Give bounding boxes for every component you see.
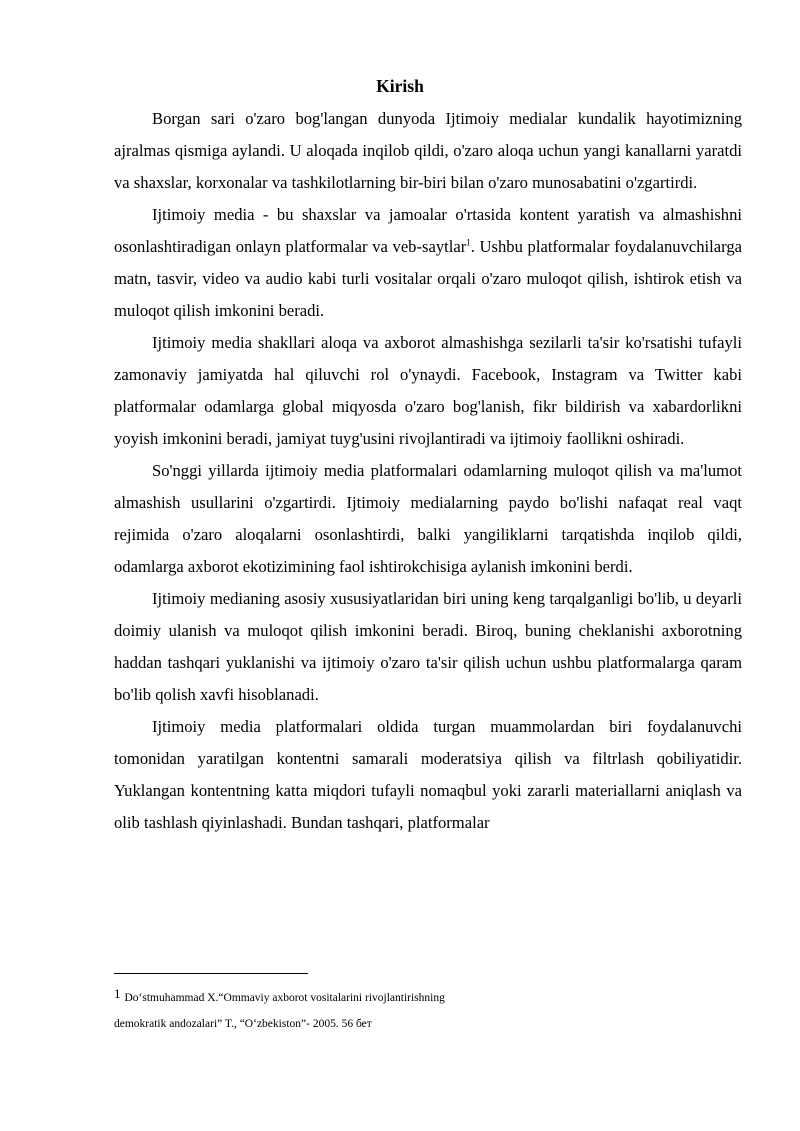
paragraph-text: So'nggi yillarda ijtimoiy media platformalari odamlarning muloqot qilish va ma'lumot almashish usullarini o'zgartirdi. Ijtimoiy medialarning paydo bo'lishi nafaqat real vaqt rejimida o'zaro aloqalarni osonlashtirdi, balki yangiliklarni tarqatishda inqilob qildi, odamlarga axborot ekotizimining faol ishtirokchisiga aylanish imkonini berdi. [114, 461, 742, 576]
paragraph-5 [114, 583, 742, 711]
paragraph-text: Ijtimoiy medianing asosiy xususiyatlaridan biri uning keng tarqalganligi bo'lib, u deyarli doimiy ulanish va muloqot qilish imkonini beradi. Biroq, buning cheklanishi axborotning haddan tashqari yuklanishi va ijtimoiy o'zaro ta'sir qilish uchun ushbu platformalarga qaram bo'lib qolish xavfi hisoblanadi. [114, 589, 742, 704]
paragraph-3 [114, 327, 742, 455]
footnote-mark: 1 [114, 986, 121, 1001]
paragraph-2 [114, 199, 742, 327]
paragraph-text: Ijtimoiy media platformalari oldida turgan muammolardan biri foydalanuvchi tomonidan yaratilgan kontentni samarali moderatsiya qilish va filtrlash qobiliyatidir. Yuklangan kontentning katta miqdori tufayli nomaqbul yoki zararli materiallarni aniqlash va olib tashlash qiyinlashadi. Bundan tashqari, platformalar [114, 717, 742, 832]
paragraph-text: Ijtimoiy media - bu shaxslar va jamoalar o'rtasida kontent yaratish va almashishni osonlashtiradigan onlayn platformalar va veb-saytlar [114, 205, 742, 256]
paragraph-1 [114, 103, 742, 199]
paragraph-6 [114, 711, 742, 839]
document-body [114, 103, 742, 839]
footnote-reference[interactable]: 1 [466, 237, 471, 248]
paragraph-text-continued: . Ushbu platformalar foydalanuvchilarga matn, tasvir, video va audio kabi turli vositalar orqali o'zaro muloqot qilish, ishtirok etish va muloqot qilish imkonini beradi. [114, 237, 742, 320]
paragraph-text: Ijtimoiy media shakllari aloqa va axborot almashishga sezilarli ta'sir ko'rsatishi tufayli zamonaviy jamiyatda hal qiluvchi rol o'ynaydi. Facebook, Instagram va Twitter kabi platformalar odamlarga global miqyosda o'zaro bog'lanish, fikr bildirish va xabardorlikni yoyish imkonini beradi, jamiyat tuyg'usini rivojlantiradi va ijtimoiy faollikni oshiradi. [114, 333, 742, 448]
footnote-divider [114, 973, 308, 974]
footnote-text: Do‘stmuhammad X.“Ommaviy axborot vositalarini rivojlantirishning [124, 992, 445, 1004]
paragraph-text: Borgan sari o'zaro bog'langan dunyoda Ijtimoiy medialar kundalik hayotimizning ajralmas qismiga aylandi. U aloqada inqilob qildi, o'zaro aloqa uchun yangi kanallarni yaratdi va shaxslar, korxonalar va tashkilotlarning bir-biri bilan o'zaro munosabatini o'zgartirdi. [114, 109, 742, 192]
footnote-line-2: demokratik andozalari” T., “O‘zbekiston”- 2005. 56 бет [114, 1018, 372, 1030]
paragraph-4 [114, 455, 742, 583]
footnote [114, 984, 742, 1037]
footnote-line-1 [114, 984, 742, 1011]
page-title: Kirish [376, 76, 424, 96]
